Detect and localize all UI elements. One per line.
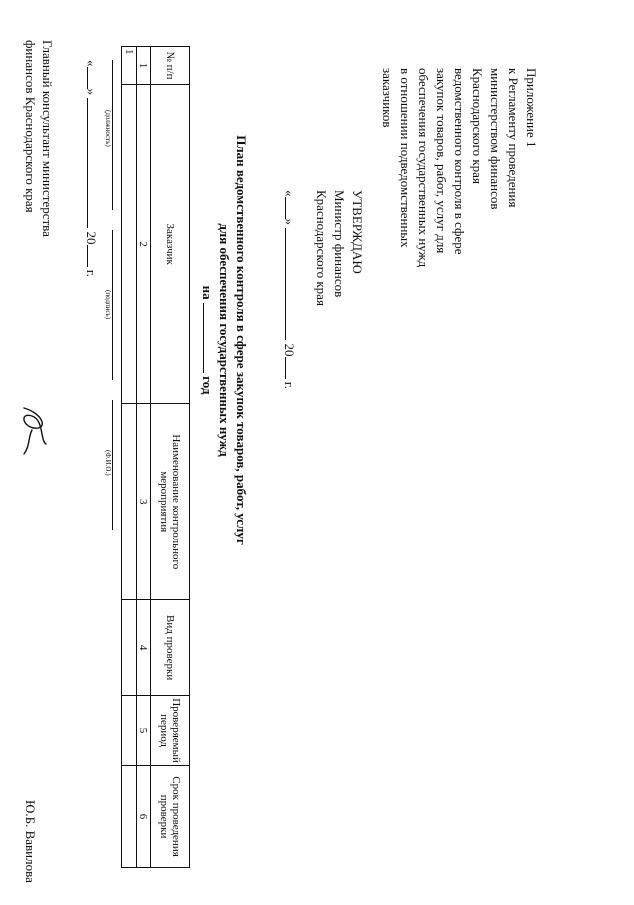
- quote-close: »: [282, 218, 297, 225]
- table-cell: [122, 766, 137, 868]
- table-cell: 1: [122, 47, 137, 85]
- quote-open: «: [282, 190, 297, 197]
- title-line-3: [199, 60, 216, 620]
- approval-date: [281, 190, 298, 389]
- signature-caption: (подпись): [104, 290, 112, 320]
- approval-line: Краснодарского края: [314, 190, 329, 306]
- year-prefix: 20: [84, 231, 99, 245]
- title-year-blank: [203, 303, 216, 373]
- position-line: [112, 60, 113, 210]
- appendix-line: Приложение 1: [524, 68, 539, 148]
- table-header-cell: Вид проверки: [151, 600, 190, 696]
- quote-open: «: [84, 60, 99, 67]
- control-plan-table: [121, 46, 190, 868]
- table-header-row: [151, 47, 190, 868]
- column-number: 5: [137, 696, 151, 766]
- appendix-line: ведомственного контроля в сфере: [452, 68, 467, 255]
- title-line-1: План ведомственного контроля в сфере закупок товаров, работ, услуг: [234, 135, 249, 545]
- column-number: 4: [137, 600, 151, 696]
- table-row: [122, 47, 137, 868]
- month-blank: [285, 228, 298, 340]
- approval-heading: УТВЕРЖДАЮ: [350, 190, 365, 274]
- table-cell: [122, 404, 137, 600]
- title-line-2: для обеспечения государственных нужд: [217, 223, 232, 457]
- table-cell: [122, 84, 137, 403]
- appendix-line: заказчиков: [380, 68, 395, 128]
- appendix-line: министерством финансов: [488, 68, 503, 210]
- year-suffix: г.: [84, 269, 99, 277]
- table-header-cell: Наименование контрольного мероприятия: [151, 404, 190, 600]
- year-blank: [285, 357, 298, 379]
- year-suffix: г.: [282, 381, 297, 389]
- footer-name: Ю.Б. Вавилова: [23, 800, 38, 883]
- name-caption: (Ф.И.О.): [104, 450, 112, 476]
- column-number: 3: [137, 404, 151, 600]
- name-line: [112, 400, 113, 530]
- month-blank: [87, 98, 100, 228]
- quote-close: »: [84, 88, 99, 95]
- table-cell: [122, 600, 137, 696]
- appendix-line: обеспечения государственных нужд: [416, 68, 431, 268]
- appendix-line: в отношении подведомственных: [398, 68, 413, 248]
- column-number: 6: [137, 766, 151, 868]
- appendix-line: Краснодарского края: [470, 68, 485, 184]
- table-header-cell: № п/п: [151, 47, 190, 85]
- plan-title: [199, 60, 250, 620]
- position-caption: (должность): [104, 110, 112, 147]
- appendix-line: к Регламенту проведения: [506, 68, 521, 208]
- table-cell: [122, 696, 137, 766]
- table-header-cell: Срок проведения проверки: [151, 766, 190, 868]
- day-blank: [87, 67, 100, 89]
- appendix-block: [378, 68, 540, 267]
- year-prefix: 20: [282, 343, 297, 357]
- title-year-suffix: год: [200, 376, 215, 395]
- signature-date: [83, 60, 100, 277]
- footer-position-line: финансов Краснодарского края: [23, 40, 38, 213]
- handwritten-signature: [14, 400, 54, 460]
- year-blank: [87, 245, 100, 267]
- footer-position-line: Главный консультант министерства: [40, 40, 55, 237]
- table-header-cell: Заказчик: [151, 84, 190, 403]
- approval-block: [312, 190, 366, 306]
- appendix-line: закупок товаров, работ, услуг для: [434, 68, 449, 254]
- title-year-prefix: на: [200, 285, 215, 300]
- column-number: 1: [137, 47, 151, 85]
- table-number-row: [137, 47, 151, 868]
- footer-position: [22, 40, 56, 237]
- day-blank: [285, 197, 298, 219]
- approval-line: Министр финансов: [332, 190, 347, 298]
- column-number: 2: [137, 84, 151, 403]
- signature-line: [112, 230, 113, 380]
- table-header-cell: Проверяемый период: [151, 696, 190, 766]
